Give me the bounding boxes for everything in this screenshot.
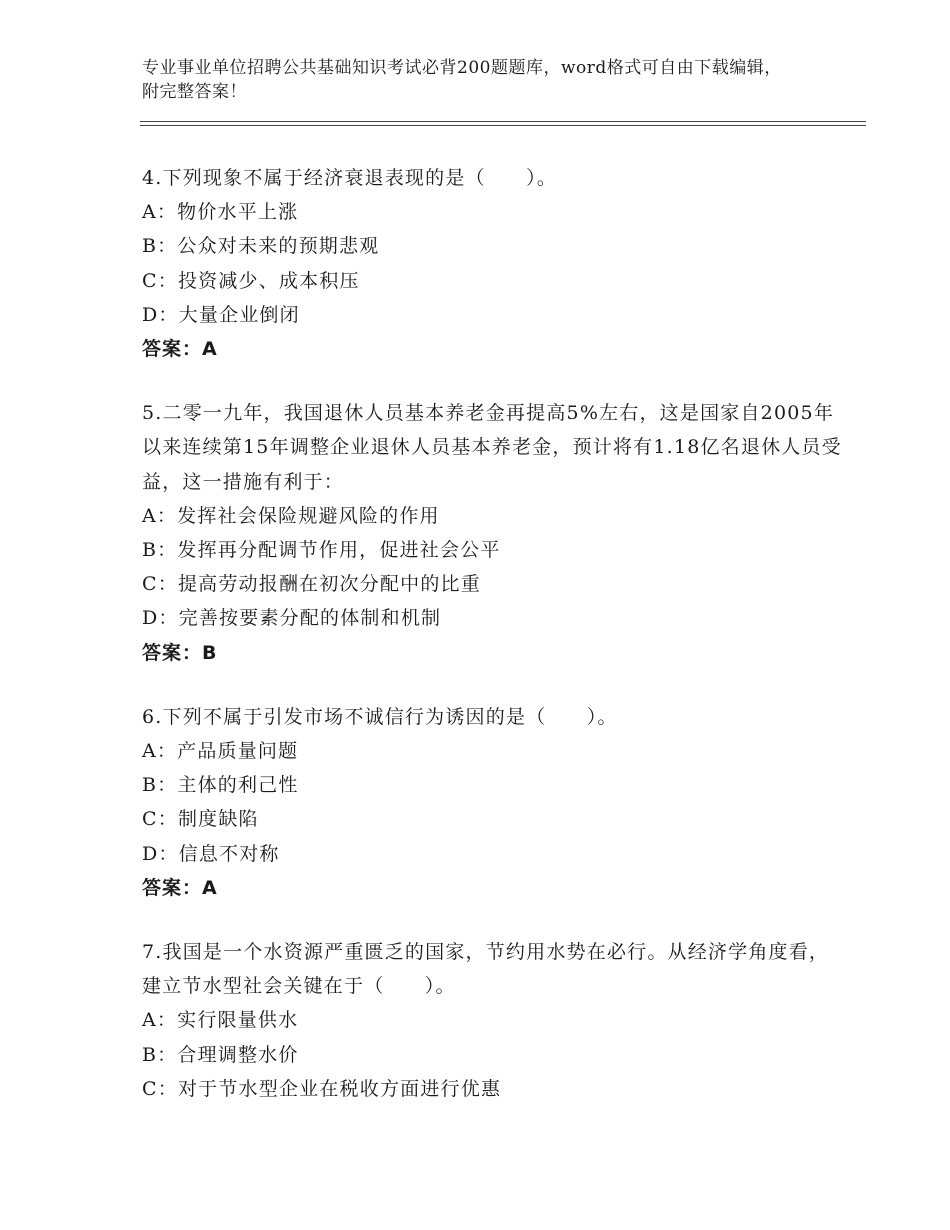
question-6 (142, 700, 842, 905)
option-c: C：提高劳动报酬在初次分配中的比重 (142, 573, 481, 596)
header-divider-bottom (140, 125, 866, 126)
question-7 (142, 935, 842, 1106)
option-c: C：制度缺陷 (142, 808, 259, 831)
question-5 (142, 396, 842, 670)
option-c: C：投资减少、成本积压 (142, 269, 360, 292)
question-text: 7.我国是一个水资源严重匮乏的国家，节约用水势在必行。从经济学角度看，建立节水型社会关键在于（ ）。 (142, 941, 830, 998)
option-d: D：大量企业倒闭 (142, 303, 300, 326)
question-list (142, 161, 842, 1136)
answer-label: 答案：A (142, 876, 218, 899)
option-b: B：合理调整水价 (142, 1043, 299, 1066)
option-d: D：完善按要素分配的体制和机制 (142, 607, 442, 630)
option-a: A：实行限量供水 (142, 1009, 299, 1032)
question-text: 5.二零一九年，我国退休人员基本养老金再提高5%左右，这是国家自2005年以来连续第15年调整企业退休人员基本养老金，预计将有1.18亿名退休人员受益，这一措施有利于： (142, 402, 842, 493)
option-d: D：信息不对称 (142, 842, 280, 865)
question-text: 4.下列现象不属于经济衰退表现的是（ ）。 (142, 167, 558, 189)
question-4 (142, 161, 842, 366)
option-b: B：公众对未来的预期悲观 (142, 235, 380, 258)
option-c: C：对于节水型企业在税收方面进行优惠 (142, 1077, 502, 1100)
option-a: A：物价水平上涨 (142, 201, 299, 224)
option-a: A：发挥社会保险规避风险的作用 (142, 504, 440, 527)
header-divider-top (140, 121, 866, 122)
option-b: B：发挥再分配调节作用，促进社会公平 (142, 539, 501, 562)
document-header: 专业事业单位招聘公共基础知识考试必背200题题库，word格式可自由下载编辑，附完整答案！ (142, 58, 782, 102)
option-b: B：主体的利己性 (142, 774, 299, 797)
answer-label: 答案：A (142, 338, 218, 361)
answer-label: 答案：B (142, 641, 218, 664)
option-a: A：产品质量问题 (142, 740, 299, 763)
question-text: 6.下列不属于引发市场不诚信行为诱因的是（ ）。 (142, 705, 618, 728)
